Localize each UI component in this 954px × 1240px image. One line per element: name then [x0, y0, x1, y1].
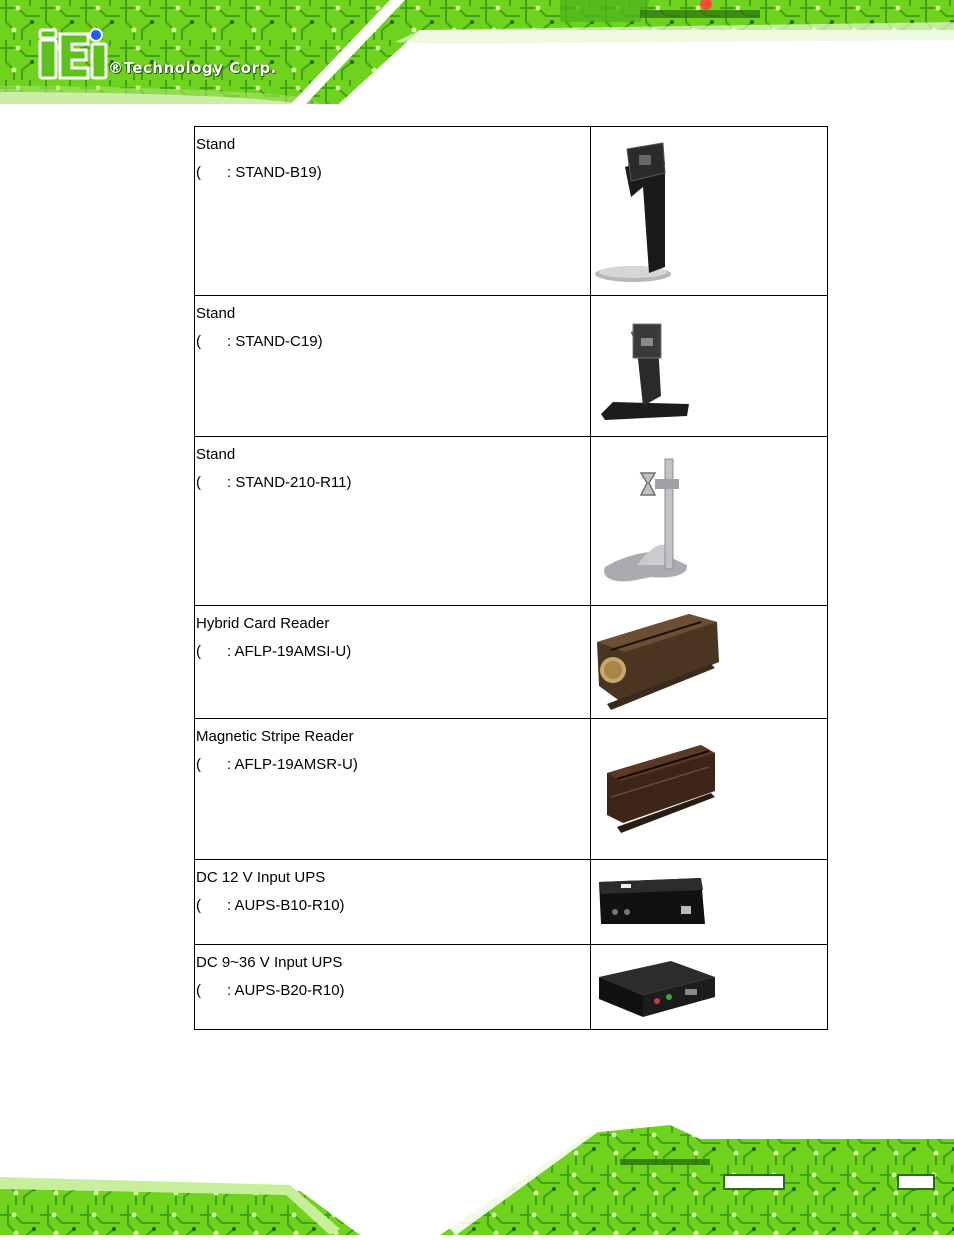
- iei-logo-icon: [36, 28, 146, 88]
- item-image-cell: [591, 127, 828, 296]
- stand-b19-image: [591, 127, 829, 296]
- table-row: [195, 127, 828, 296]
- stand-210-image: [591, 437, 829, 606]
- item-name: Hybrid Card Reader: [196, 615, 330, 632]
- item-description: [195, 860, 591, 945]
- item-description: [195, 719, 591, 860]
- item-image-cell: [591, 437, 828, 606]
- item-description: [195, 606, 591, 719]
- item-description: [195, 296, 591, 437]
- optional-items-table: [194, 126, 828, 1030]
- part-label: (: [196, 333, 201, 350]
- part-number: : AUPS-B20-R10): [227, 982, 345, 999]
- part-label: (: [196, 897, 201, 914]
- part-number: : AFLP-19AMSI-U): [227, 643, 352, 660]
- table-row: [195, 719, 828, 860]
- table-row: [195, 606, 828, 719]
- item-name: Magnetic Stripe Reader: [196, 728, 354, 745]
- part-label: (: [196, 474, 201, 491]
- part-number: : AUPS-B10-R10): [227, 897, 345, 914]
- ups-b10-image: [591, 860, 829, 945]
- ups-b20-image: [591, 945, 829, 1030]
- item-image-cell: [591, 719, 828, 860]
- footer-circuit-banner: [0, 1125, 954, 1235]
- hybrid-card-reader-image: [591, 606, 829, 719]
- company-name: ®Technology Corp.: [108, 59, 277, 77]
- item-name: Stand: [196, 446, 236, 463]
- page-footer: [0, 1125, 954, 1235]
- part-label: (: [196, 164, 201, 181]
- item-image-cell: [591, 296, 828, 437]
- part-number: : STAND-210-R11): [227, 474, 352, 491]
- item-image-cell: [591, 945, 828, 1030]
- table-row: [195, 437, 828, 606]
- item-name: Stand: [196, 305, 236, 322]
- part-label: (: [196, 982, 201, 999]
- part-number: : STAND-C19): [227, 333, 323, 350]
- item-description: [195, 127, 591, 296]
- item-name: Stand: [196, 136, 236, 153]
- item-description: [195, 945, 591, 1030]
- part-label: (: [196, 643, 201, 660]
- page-header: [0, 0, 954, 112]
- table-row: [195, 296, 828, 437]
- magnetic-stripe-reader-image: [591, 719, 829, 860]
- item-description: [195, 437, 591, 606]
- part-number: : AFLP-19AMSR-U): [227, 756, 358, 773]
- item-image-cell: [591, 860, 828, 945]
- part-number: : STAND-B19): [227, 164, 322, 181]
- part-label: (: [196, 756, 201, 773]
- stand-c19-image: [591, 296, 829, 437]
- item-name: DC 9~36 V Input UPS: [196, 954, 343, 971]
- item-image-cell: [591, 606, 828, 719]
- table-row: [195, 860, 828, 945]
- table-row: [195, 945, 828, 1030]
- item-name: DC 12 V Input UPS: [196, 869, 326, 886]
